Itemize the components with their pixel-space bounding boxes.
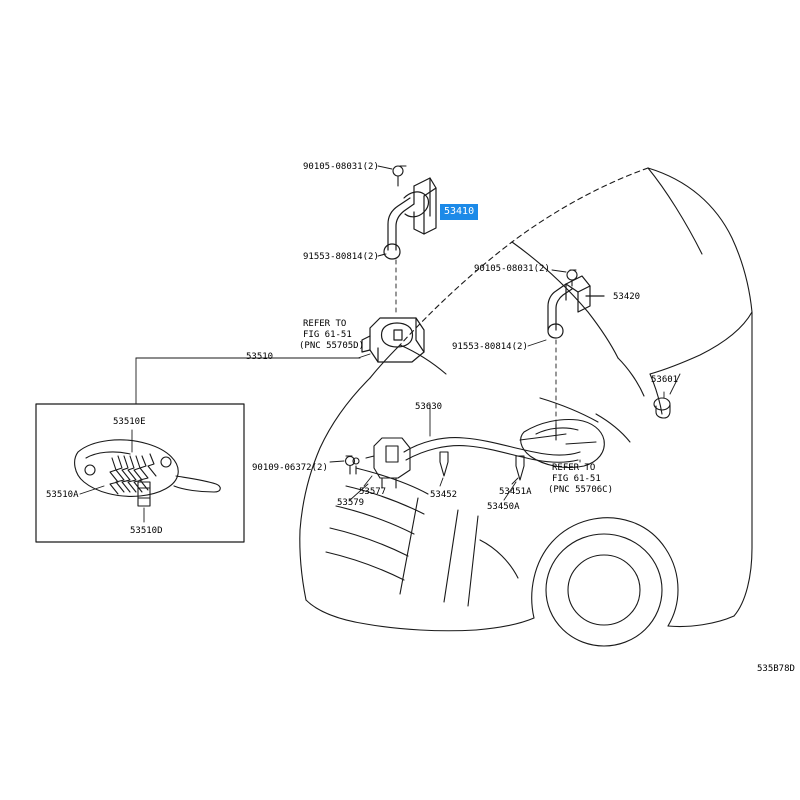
label-refer-right-line3: (PNC 55706C) <box>548 485 614 495</box>
label-inset-spring: 53510E <box>113 417 146 427</box>
label-support-rod: 53451A <box>499 487 532 497</box>
label-refer-left-line1: REFER TO <box>303 319 347 329</box>
label-refer-right-line1: REFER TO <box>552 463 596 473</box>
label-inset-pin: 53510D <box>130 526 163 536</box>
label-release-lever-sub: 53579 <box>337 498 365 508</box>
drawing-code: 535B78D <box>757 664 795 674</box>
label-hinge-right: 53420 <box>613 292 641 302</box>
label-screw-left: 90109-06372(2) <box>252 463 328 473</box>
label-nut-mid-left: 91553-80814(2) <box>303 252 379 262</box>
label-refer-left-line2: FIG 61-51 <box>303 330 352 340</box>
label-bolt-right: 90105-08031(2) <box>474 264 550 274</box>
label-striker: 53601 <box>651 375 679 385</box>
label-refer-left-line3: (PNC 55705D) <box>299 341 365 351</box>
label-support-rod-holder: 53450A <box>487 502 520 512</box>
label-latch-assy: 53510 <box>246 352 274 362</box>
label-cable: 53630 <box>415 402 443 412</box>
label-nut-right: 91553-80814(2) <box>452 342 528 352</box>
label-refer-right-line2: FIG 61-51 <box>552 474 601 484</box>
label-clip-center: 53452 <box>430 490 458 500</box>
label-release-lever: 53577 <box>359 487 387 497</box>
highlighted-part-number[interactable]: 53410 <box>440 204 478 220</box>
label-bolt-top-left: 90105-08031(2) <box>303 162 379 172</box>
label-inset-lever: 53510A <box>46 490 79 500</box>
